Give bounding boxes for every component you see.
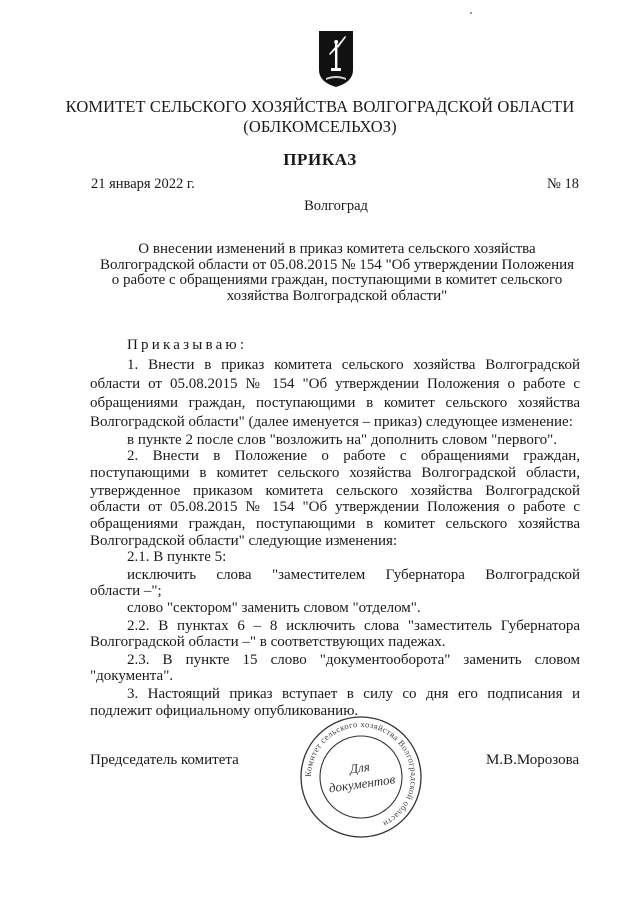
subject-line: Волгоградской области от 05.08.2015 № 154 "Об утверждении Положения [99,256,575,273]
document-city: Волгоград [304,198,368,214]
signatory-position: Председатель комитета [90,752,239,768]
document-subject [90,242,584,304]
body-line: 1. Внести в приказ комитета сельского хозяйства Волгоградской [127,357,580,373]
order-word: Приказываю: [127,337,248,353]
body-line: подлежит официальному опубликованию. [90,703,359,719]
organization-abbreviation: (ОБЛКОМСЕЛЬХОЗ) [243,117,397,136]
body-line: 2.2. В пунктах 6 – 8 исключить слова "заместитель Губернатора [127,618,580,634]
body-line: слово "сектором" заменить словом "отделом". [127,600,421,616]
body-line: Волгоградской области" следующие изменения: [90,533,398,549]
stamp-center-line2: документов [327,771,396,796]
body-line: поступающими в комитет сельского хозяйства Волгоградской области, [90,465,580,481]
subject-line: о работе с обращениями граждан, поступающими в комитет сельского [111,272,563,288]
document-date: 21 января 2022 г. [91,176,195,192]
stamp-center-line1: Для [348,758,371,777]
volgograd-coat-of-arms-icon [318,30,354,88]
subject-line: О внесении изменений в приказ комитета сельского хозяйства [138,241,536,257]
official-stamp [298,714,424,840]
signatory-name: М.В.Морозова [486,752,580,768]
stamp-ring-text: Комитет сельского хозяйства Волгоградской области [302,718,420,830]
body-line: 2. Внести в Положение о работе с обращениями граждан, [127,448,580,464]
body-line: Волгоградской области –" в соответствующих падежах. [90,634,446,650]
body-line: 2.1. В пункте 5: [127,549,227,565]
body-line: области от 05.08.2015 № 154 "Об утверждении Положения о работе с [90,376,580,392]
body-line: Волгоградской области" (далее именуется – приказ) следующее изменение: [90,414,573,430]
body-line: обращениями граждан, поступающими в комитет сельского хозяйства [90,516,580,532]
document-number: № 18 [547,176,579,192]
document-type-title: ПРИКАЗ [283,150,357,169]
organization-name: КОМИТЕТ СЕЛЬСКОГО ХОЗЯЙСТВА ВОЛГОГРАДСКОЙ ОБЛАСТИ [65,97,575,116]
body-line: "документа". [90,668,174,684]
body-line: 3. Настоящий приказ вступает в силу со дня его подписания и [127,686,580,702]
body-line: области от 05.08.2015 № 154 "Об утверждении Положения о работе с [90,499,580,515]
body-line: утвержденное приказом комитета сельского хозяйства Волгоградской [90,483,580,499]
scan-artifact [470,12,472,14]
subject-line: хозяйства Волгоградской области" [226,287,448,304]
body-line: 2.3. В пункте 15 слово "документооборота" заменить словом [127,652,580,668]
body-line: исключить слова "заместителем Губернатора Волгоградской [127,567,580,583]
body-line: в пункте 2 после слов "возложить на" дополнить словом "первого". [127,432,558,448]
body-line: области –"; [90,583,162,599]
body-line: обращениями граждан, поступающими в комитет сельского хозяйства [90,395,580,411]
